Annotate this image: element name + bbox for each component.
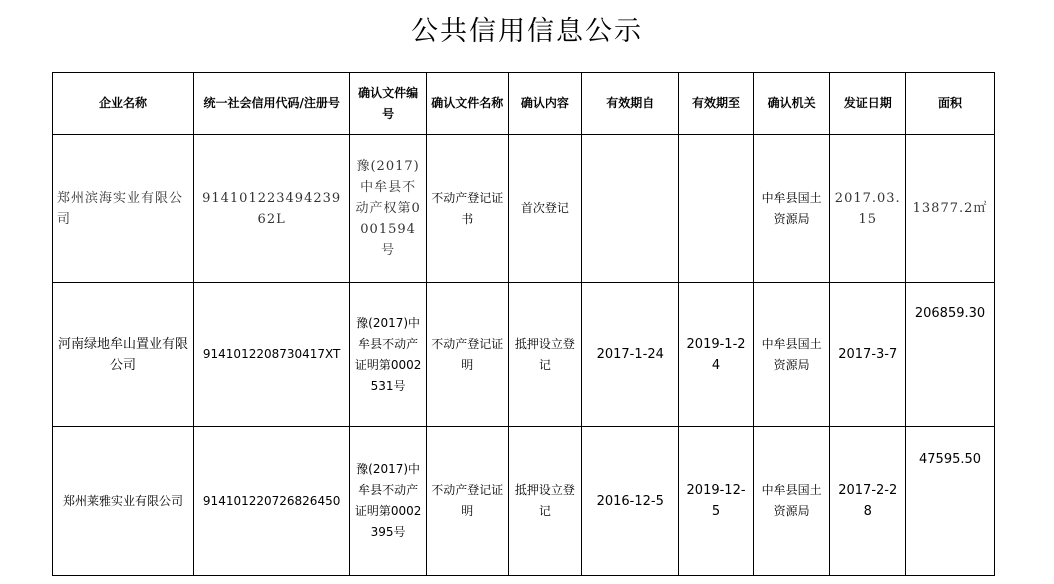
area: 13877.2㎡	[906, 135, 995, 283]
header-doc-no: 确认文件编号	[350, 73, 427, 135]
header-valid-to: 有效期至	[679, 73, 754, 135]
area: 206859.30	[906, 283, 995, 427]
issue-date: 2017-2-28	[830, 427, 906, 576]
valid-from	[582, 135, 679, 283]
header-issue-date: 发证日期	[830, 73, 906, 135]
valid-to	[679, 135, 754, 283]
issue-date: 2017-3-7	[830, 283, 906, 427]
credit-code: 91410122349423962L	[193, 135, 349, 283]
table-row	[53, 427, 995, 576]
confirm-content: 首次登记	[508, 135, 582, 283]
authority: 中牟县国土资源局	[753, 283, 830, 427]
table-row	[53, 135, 995, 283]
page-title: 公共信用信息公示	[411, 16, 643, 47]
header-valid-from: 有效期自	[582, 73, 679, 135]
doc-number: 豫(2017)中牟县不动产证明第0002531号	[350, 283, 427, 427]
credit-code: 9141012208730417XT	[193, 283, 349, 427]
doc-number: 豫(2017)中牟县不动产权第0001594号	[350, 135, 427, 283]
area: 47595.50	[906, 427, 995, 576]
confirm-content: 抵押设立登记	[508, 283, 582, 427]
doc-name: 不动产登记证明	[426, 427, 508, 576]
header-area: 面积	[906, 73, 995, 135]
header-doc-name: 确认文件名称	[426, 73, 508, 135]
authority: 中牟县国土资源局	[753, 427, 830, 576]
valid-to: 2019-12-5	[679, 427, 754, 576]
company-name: 河南绿地牟山置业有限公司	[53, 283, 194, 427]
company-name: 郑州莱雅实业有限公司	[53, 427, 194, 576]
doc-name: 不动产登记证书	[426, 135, 508, 283]
company-name: 郑州滨海实业有限公司	[53, 135, 194, 283]
table-header-row	[53, 73, 995, 135]
doc-name: 不动产登记证明	[426, 283, 508, 427]
table-row	[53, 283, 995, 427]
valid-to: 2019-1-24	[679, 283, 754, 427]
issue-date: 2017.03.15	[830, 135, 906, 283]
credit-code: 914101220726826450	[193, 427, 349, 576]
doc-number: 豫(2017)中牟县不动产证明第0002395号	[350, 427, 427, 576]
header-credit-code: 统一社会信用代码/注册号	[193, 73, 349, 135]
authority: 中牟县国土资源局	[753, 135, 830, 283]
header-authority: 确认机关	[753, 73, 830, 135]
confirm-content: 抵押设立登记	[508, 427, 582, 576]
valid-from: 2016-12-5	[582, 427, 679, 576]
valid-from: 2017-1-24	[582, 283, 679, 427]
credit-info-table	[52, 72, 995, 576]
header-content: 确认内容	[508, 73, 582, 135]
header-company: 企业名称	[53, 73, 194, 135]
